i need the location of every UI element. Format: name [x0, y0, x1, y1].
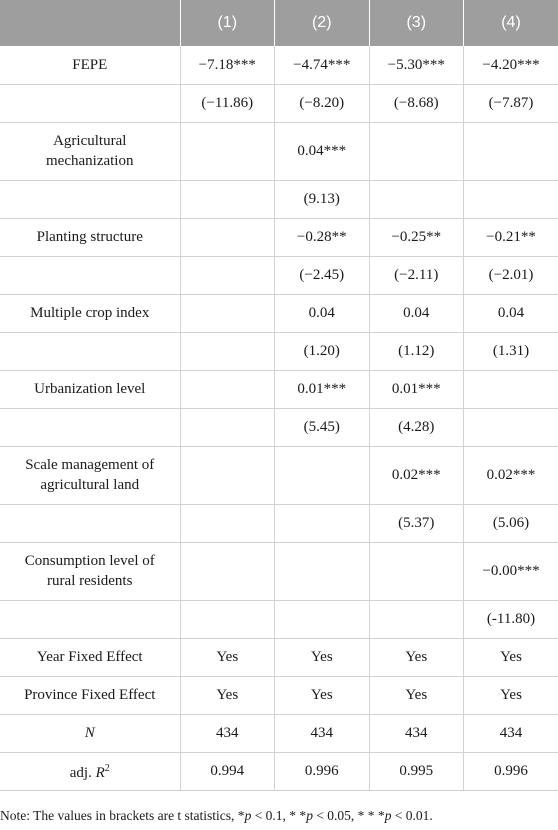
- row-label: [0, 446, 180, 504]
- cell-col-1: (−11.86): [180, 84, 275, 122]
- table-row: [0, 446, 558, 504]
- row-label-text: N: [84, 725, 95, 741]
- cell-col-2: (5.45): [275, 408, 370, 446]
- cell-col-4: (−7.87): [464, 84, 558, 122]
- cell-col-1: [180, 504, 275, 542]
- table-row: [0, 370, 558, 408]
- cell-col-2: (1.20): [275, 332, 370, 370]
- row-label: [0, 256, 180, 294]
- cell-col-1: Yes: [180, 638, 275, 676]
- superscript: 2: [104, 763, 110, 774]
- row-label: [0, 600, 180, 638]
- table-row-tstat: [0, 256, 558, 294]
- cell-col-3: Yes: [369, 676, 464, 714]
- cell-col-2: [275, 446, 370, 504]
- cell-col-2: [275, 504, 370, 542]
- table-body: [0, 46, 558, 790]
- cell-col-3: 434: [369, 714, 464, 752]
- header-row: [0, 0, 558, 46]
- row-label: [0, 46, 180, 84]
- table-row: [0, 714, 558, 752]
- cell-col-1: [180, 122, 275, 180]
- cell-col-2: (−8.20): [275, 84, 370, 122]
- row-label: [0, 180, 180, 218]
- table-row: [0, 676, 558, 714]
- cell-col-1: [180, 542, 275, 600]
- note-p-symbol: p: [384, 808, 392, 823]
- cell-col-1: [180, 600, 275, 638]
- cell-col-3: [369, 600, 464, 638]
- cell-col-3: (1.12): [369, 332, 464, 370]
- row-label: [0, 332, 180, 370]
- cell-col-3: (4.28): [369, 408, 464, 446]
- header-cell-col-1: (1): [180, 0, 275, 46]
- cell-col-3: −5.30***: [369, 46, 464, 84]
- table-row: [0, 752, 558, 790]
- row-label: [0, 218, 180, 256]
- cell-col-4: 0.04: [464, 294, 558, 332]
- cell-col-4: Yes: [464, 638, 558, 676]
- cell-col-1: [180, 408, 275, 446]
- table-row: [0, 638, 558, 676]
- cell-col-3: (5.37): [369, 504, 464, 542]
- cell-col-3: −0.25**: [369, 218, 464, 256]
- cell-col-3: 0.01***: [369, 370, 464, 408]
- header-cell-col-4: (4): [464, 0, 558, 46]
- table-row-tstat: [0, 408, 558, 446]
- header-cell-col-2: (2): [275, 0, 370, 46]
- cell-col-2: (9.13): [275, 180, 370, 218]
- cell-col-4: [464, 408, 558, 446]
- cell-col-2: 0.01***: [275, 370, 370, 408]
- header-cell-label: [0, 0, 180, 46]
- cell-col-3: 0.995: [369, 752, 464, 790]
- cell-col-3: 0.02***: [369, 446, 464, 504]
- cell-col-1: [180, 370, 275, 408]
- row-label-text: Year Fixed Effect: [36, 649, 143, 665]
- table-row-tstat: [0, 180, 558, 218]
- cell-col-1: [180, 294, 275, 332]
- cell-col-4: −4.20***: [464, 46, 558, 84]
- cell-col-4: [464, 180, 558, 218]
- cell-col-3: [369, 122, 464, 180]
- cell-col-3: [369, 180, 464, 218]
- note-text: Note: The values in brackets are t statistics, *: [0, 808, 245, 823]
- row-label-text: Province Fixed Effect: [24, 687, 156, 703]
- row-label: [0, 638, 180, 676]
- cell-col-4: [464, 370, 558, 408]
- cell-col-1: [180, 332, 275, 370]
- row-label: [0, 294, 180, 332]
- row-label-text: Consumption level of rural residents: [24, 553, 155, 589]
- row-label-text: Multiple crop index: [30, 305, 150, 321]
- cell-col-3: [369, 542, 464, 600]
- cell-col-3: (−2.11): [369, 256, 464, 294]
- cell-col-2: −4.74***: [275, 46, 370, 84]
- table-row: [0, 218, 558, 256]
- cell-col-1: Yes: [180, 676, 275, 714]
- row-label-text: Scale management of agricultural land: [25, 457, 155, 493]
- row-label-text: Planting structure: [36, 229, 143, 245]
- cell-col-2: (−2.45): [275, 256, 370, 294]
- note-p-symbol: p: [306, 808, 313, 823]
- row-label: [0, 84, 180, 122]
- cell-col-1: 434: [180, 714, 275, 752]
- table-row: [0, 542, 558, 600]
- row-label-text: Urbanization level: [34, 381, 146, 397]
- cell-col-1: [180, 218, 275, 256]
- cell-col-2: 434: [275, 714, 370, 752]
- cell-col-2: 0.996: [275, 752, 370, 790]
- cell-col-2: Yes: [275, 638, 370, 676]
- cell-col-1: [180, 256, 275, 294]
- row-label: [0, 370, 180, 408]
- table-row-tstat: [0, 84, 558, 122]
- note-text: < 0.05, * * *: [312, 808, 385, 823]
- row-label: [0, 752, 180, 790]
- cell-col-1: [180, 446, 275, 504]
- cell-col-2: 0.04***: [275, 122, 370, 180]
- cell-col-4: (5.06): [464, 504, 558, 542]
- cell-col-4: 0.996: [464, 752, 558, 790]
- note-text: < 0.01.: [391, 808, 433, 823]
- row-label: [0, 676, 180, 714]
- table-note: [0, 807, 558, 825]
- cell-col-1: [180, 180, 275, 218]
- cell-col-2: [275, 542, 370, 600]
- table-row: [0, 46, 558, 84]
- cell-col-4: (−2.01): [464, 256, 558, 294]
- r-symbol: R: [95, 765, 105, 781]
- cell-col-3: 0.04: [369, 294, 464, 332]
- table-row: [0, 122, 558, 180]
- row-label-text: adj. $R^2$: [69, 763, 110, 781]
- note-text: < 0.1, * *: [251, 808, 307, 823]
- row-label-text: Agricultural mechanization: [46, 133, 134, 169]
- cell-col-3: Yes: [369, 638, 464, 676]
- note-p-symbol: p: [244, 808, 252, 823]
- header-cell-col-3: (3): [369, 0, 464, 46]
- row-label: [0, 122, 180, 180]
- cell-col-2: Yes: [275, 676, 370, 714]
- cell-col-4: (-11.80): [464, 600, 558, 638]
- table-row-tstat: [0, 600, 558, 638]
- table-row: [0, 294, 558, 332]
- row-label: [0, 542, 180, 600]
- cell-col-4: [464, 122, 558, 180]
- row-label: [0, 714, 180, 752]
- cell-col-2: [275, 600, 370, 638]
- row-label: [0, 504, 180, 542]
- cell-col-1: −7.18***: [180, 46, 275, 84]
- cell-col-3: (−8.68): [369, 84, 464, 122]
- cell-col-2: 0.04: [275, 294, 370, 332]
- cell-col-4: (1.31): [464, 332, 558, 370]
- row-label: [0, 408, 180, 446]
- table-row-tstat: [0, 504, 558, 542]
- cell-col-4: 434: [464, 714, 558, 752]
- cell-col-1: 0.994: [180, 752, 275, 790]
- cell-col-4: 0.02***: [464, 446, 558, 504]
- cell-col-2: −0.28**: [275, 218, 370, 256]
- table-row-tstat: [0, 332, 558, 370]
- cell-col-4: −0.00***: [464, 542, 558, 600]
- row-label-text: FEPE: [72, 56, 108, 73]
- cell-col-4: −0.21**: [464, 218, 558, 256]
- cell-col-4: Yes: [464, 676, 558, 714]
